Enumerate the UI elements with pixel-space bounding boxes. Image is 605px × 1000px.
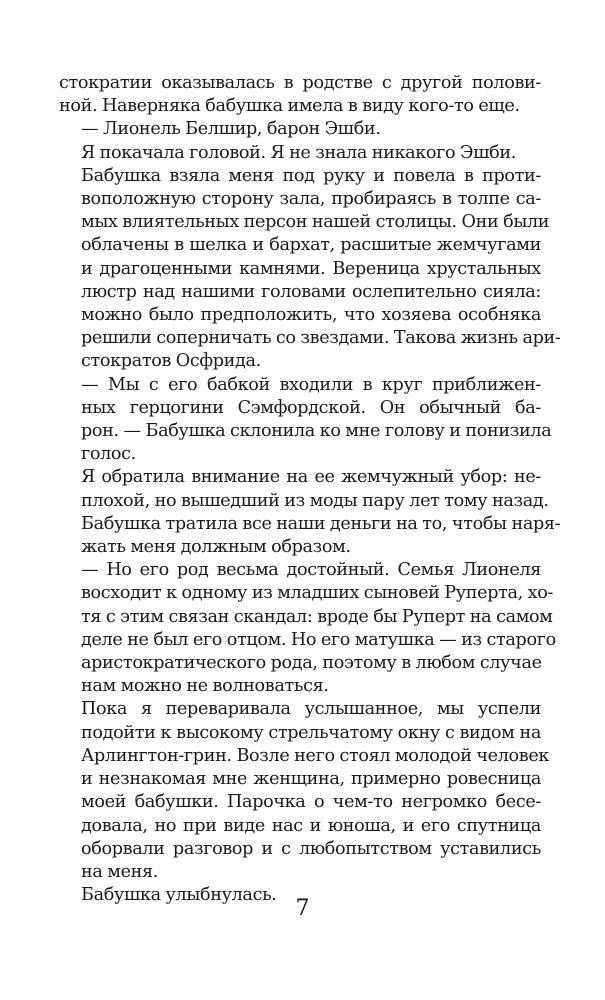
line: можно было предположить, что хозяева особняка <box>81 305 541 326</box>
line: Пока я переваривала услышанное, мы успели <box>81 699 541 720</box>
line: — Но его род весьма достойный. Семья Лионеля <box>81 560 541 581</box>
line: облачены в шелка и бархат, расшитые жемчугами <box>81 235 541 256</box>
paragraph-1 <box>59 72 541 118</box>
line: жать меня должным образом. <box>81 537 351 558</box>
paragraph-6 <box>59 466 561 559</box>
line: деле не был его отцом. Но его матушка — из старого <box>81 629 556 650</box>
line: тя с этим связан скандал: вроде бы Руперт на самом <box>81 606 553 627</box>
line: довала, но при виде нас и юноша, и его спутница <box>81 815 541 836</box>
line: моей бабушки. Парочка о чем-то негромко бесе- <box>81 792 541 813</box>
line: Бабушка улыбнулась. <box>81 885 277 906</box>
line: люстр над нашими головами ослепительно сияла: <box>81 281 541 302</box>
line: — Мы с его бабкой входили в круг приближен- <box>81 374 541 395</box>
line: стократии оказывалась в родстве с другой полови- <box>59 73 541 93</box>
line: стократов Осфрида. <box>81 351 261 372</box>
paragraph-4 <box>59 165 561 374</box>
line: — Лионель Белшир, барон Эшби. <box>81 119 381 140</box>
line: голос. <box>81 444 136 465</box>
line: на меня. <box>81 861 159 882</box>
book-page-text <box>59 72 561 907</box>
paragraph-8 <box>59 698 550 884</box>
line: Бабушка взяла меня под руку и повела в проти- <box>81 165 541 186</box>
line: ных герцогини Сэмфордской. Он обычный ба- <box>81 397 541 418</box>
line: мых влиятельных персон нашей столицы. Они были <box>81 212 550 233</box>
line: нам можно не волноваться. <box>81 676 329 697</box>
paragraph-7 <box>59 559 556 698</box>
line: восходит к одному из младших сыновей Руперта, хо- <box>81 583 554 604</box>
line: подойти к высокому стрельчатому окну с видом на <box>81 722 541 743</box>
line: Я покачала головой. Я не знала никакого Эшби. <box>81 142 516 163</box>
line: Бабушка тратила все наши деньги на то, чтобы наря- <box>81 513 561 534</box>
line: аристократического рода, поэтому в любом случае <box>81 653 542 674</box>
line: оборвали разговор и с любопытством уставились <box>81 838 541 859</box>
line: воположную сторону зала, пробираясь в толпе са- <box>81 189 541 210</box>
paragraph-2 <box>59 118 541 141</box>
line: Я обратила внимание на ее жемчужный убор: не- <box>81 467 541 488</box>
line: ной. Наверняка бабушка имела в виду кого-то еще. <box>59 96 520 117</box>
paragraph-3 <box>59 142 541 165</box>
paragraph-5 <box>59 374 552 467</box>
page-number: 7 <box>295 896 310 921</box>
line: Арлингтон-грин. Возле него стоял молодой человек <box>81 745 550 766</box>
line: плохой, но вышедший из моды пару лет тому назад. <box>81 490 549 511</box>
line: решили соперничать со звездами. Такова жизнь ари- <box>81 328 561 349</box>
line: рон. — Бабушка склонила ко мне голову и понизила <box>81 421 552 442</box>
line: и драгоценными камнями. Вереница хрустальных <box>81 258 541 279</box>
line: и незнакомая мне женщина, примерно ровесница <box>81 769 541 790</box>
